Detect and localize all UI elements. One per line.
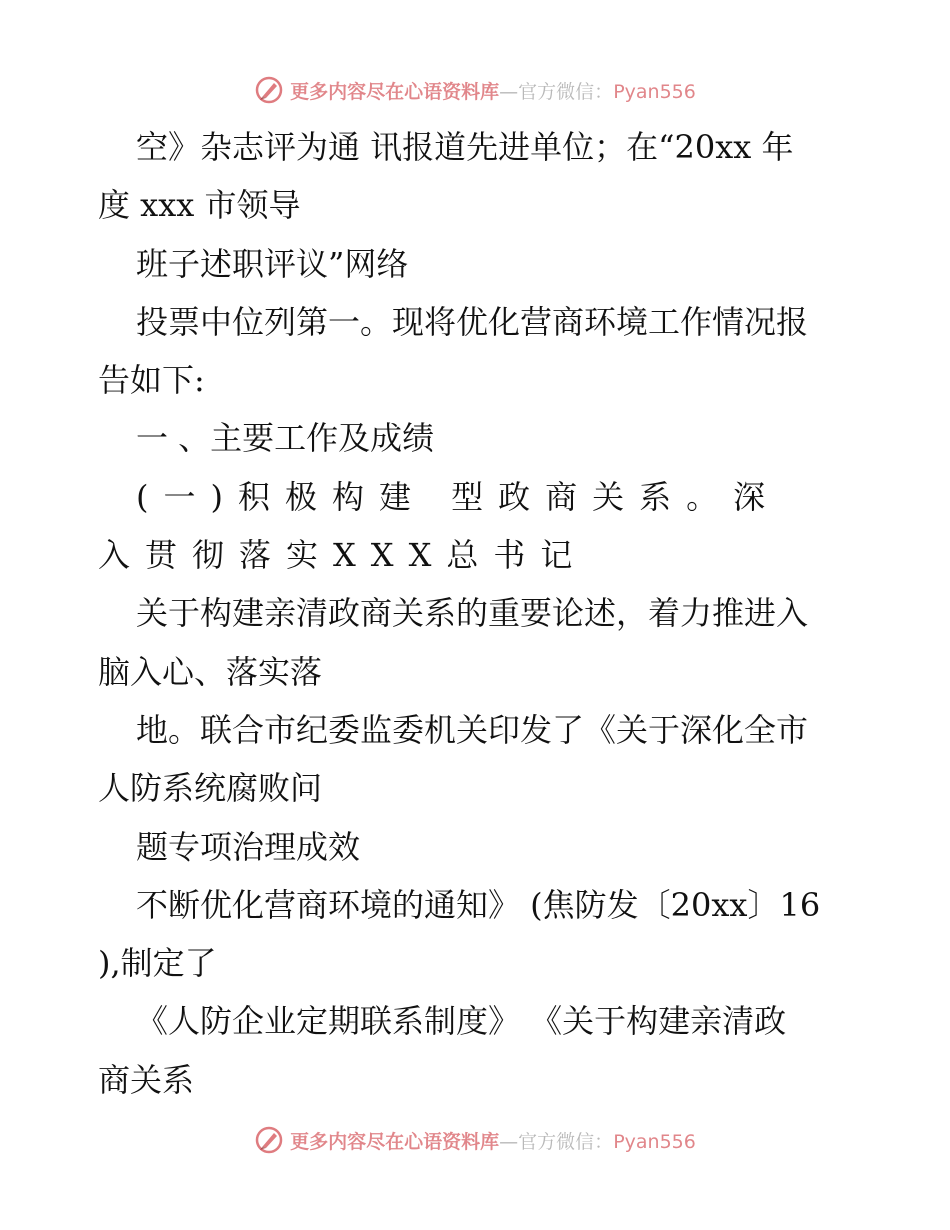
text-line: (一)积极构建 型政商关系。深 xyxy=(136,477,781,516)
text-line: 脑入心、落实落 xyxy=(98,652,323,691)
text-line: 一 、主要工作及成绩 xyxy=(136,419,435,458)
text-line: 《人防企业定期联系制度》 《关于构建亲清政 xyxy=(136,1002,787,1041)
text-line: 空》杂志评为通 讯报道先进单位；在“20xx 年 xyxy=(136,128,794,166)
text-line: 不断优化营商环境的通知》 (焦防发〔20xx〕16 xyxy=(136,885,821,924)
watermark-footer xyxy=(0,1120,950,1160)
text-line: 班子述职评议”网络 xyxy=(136,244,409,283)
watermark-header xyxy=(0,70,950,110)
text-line: 入贯彻落实XXX总书记 xyxy=(98,536,588,575)
watermark-text xyxy=(290,77,696,104)
text-line: 商关系 xyxy=(98,1060,195,1099)
text-line: 地。联合市纪委监委机关印发了《关于深化全市 xyxy=(136,710,809,749)
text-line: 度 xxx 市领导 xyxy=(98,186,301,225)
text-line: 告如下: xyxy=(98,361,205,400)
document-body xyxy=(98,118,858,1109)
watermark-main: 更多内容尽在心语资料库 xyxy=(290,80,500,103)
pen-logo-icon xyxy=(254,1125,284,1155)
text-line: ),制定了 xyxy=(98,944,217,983)
text-line: 人防系统腐败问 xyxy=(98,769,323,808)
watermark-id: Pyan556 xyxy=(613,1130,696,1153)
watermark-id: Pyan556 xyxy=(613,80,696,103)
text-line: 题专项治理成效 xyxy=(136,827,361,866)
watermark-text xyxy=(290,1127,696,1154)
watermark-main: 更多内容尽在心语资料库 xyxy=(290,1130,500,1153)
text-line: 投票中位列第一。现将优化营商环境工作情况报 xyxy=(136,302,809,341)
watermark-sub: —官方微信： xyxy=(499,1130,614,1153)
watermark-sub: —官方微信： xyxy=(499,80,614,103)
pen-logo-icon xyxy=(254,75,284,105)
text-line: 关于构建亲清政商关系的重要论述，着力推进入 xyxy=(136,594,809,633)
